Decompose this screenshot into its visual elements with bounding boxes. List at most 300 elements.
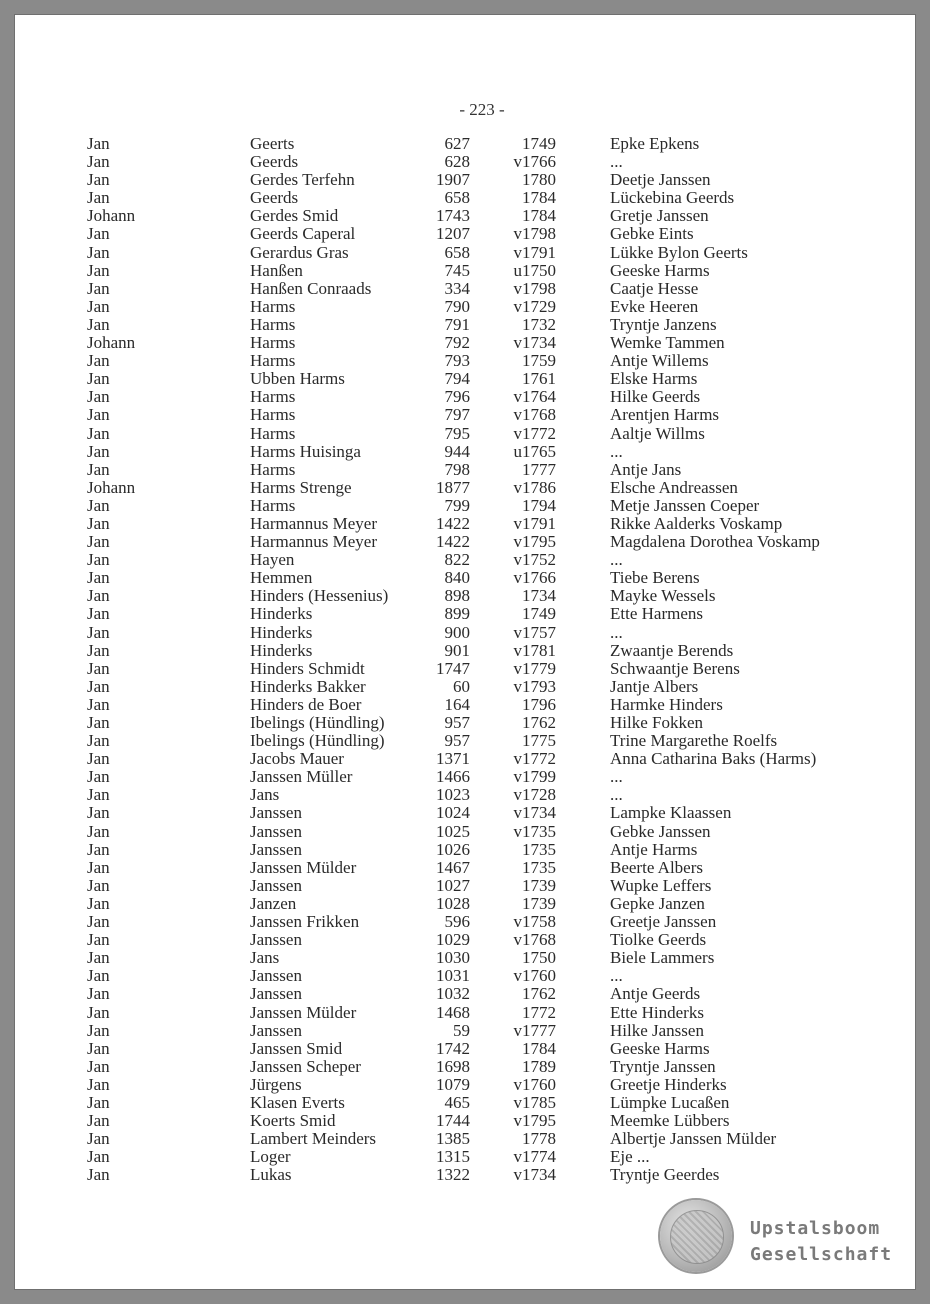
- surname: Harms: [250, 296, 296, 316]
- list-item: [14, 225, 916, 243]
- marriage-year: v1734: [513, 1165, 556, 1185]
- marriage-year: 1749: [522, 604, 556, 624]
- surname: Harms: [250, 351, 296, 371]
- marriage-year: v1766: [513, 152, 556, 172]
- surname: Harms Huisinga: [250, 441, 361, 461]
- entry-number: 793: [444, 351, 470, 371]
- marriage-year: u1750: [513, 260, 556, 280]
- entry-number: 957: [444, 713, 470, 732]
- entry-number: 795: [444, 423, 470, 443]
- list-item: [14, 370, 916, 388]
- marriage-year: v1757: [513, 622, 556, 642]
- entry-number: 1744: [436, 1111, 470, 1131]
- surname: Janssen Müller: [250, 767, 353, 787]
- spouse-name: Hilke Geerds: [610, 387, 701, 407]
- surname: Geerds: [250, 188, 299, 208]
- marriage-year: v1768: [513, 930, 556, 950]
- surname: Hanßen Conraads: [250, 278, 372, 298]
- spouse-name: Hilke Janssen: [610, 1020, 704, 1040]
- list-item: [14, 732, 916, 750]
- list-item: [14, 624, 916, 642]
- marriage-year: 1734: [522, 586, 556, 606]
- marriage-year: 1761: [522, 369, 556, 389]
- first-name: Jan: [87, 604, 110, 624]
- spouse-name: Ette Hinderks: [610, 1002, 704, 1022]
- list-item: [14, 1166, 916, 1184]
- spouse-name: ...: [610, 550, 623, 570]
- entry-number: 1029: [436, 930, 470, 950]
- entry-number: 1467: [436, 857, 470, 877]
- entry-number: 799: [444, 495, 470, 515]
- first-name: Jan: [87, 242, 110, 262]
- first-name: Jan: [87, 676, 110, 696]
- spouse-name: Elsche Andreassen: [610, 477, 738, 497]
- entry-number: 164: [444, 694, 470, 714]
- entry-number: 1422: [436, 532, 470, 552]
- surname: Harmannus Meyer: [250, 532, 377, 552]
- entry-number: 957: [444, 731, 470, 751]
- register-list: [14, 135, 916, 1184]
- first-name: Jan: [87, 586, 110, 606]
- entry-number: 792: [444, 333, 470, 353]
- marriage-year: u1765: [513, 441, 556, 461]
- marriage-year: 1784: [522, 206, 556, 226]
- spouse-name: Tryntje Geerdes: [610, 1165, 720, 1185]
- surname: Lukas: [250, 1165, 292, 1185]
- spouse-name: Antje Willems: [610, 351, 709, 371]
- marriage-year: 1778: [522, 1129, 556, 1149]
- marriage-year: v1764: [513, 387, 556, 407]
- list-item: [14, 895, 916, 913]
- spouse-name: Deetje Janssen: [610, 170, 711, 190]
- surname: Janssen: [250, 966, 302, 986]
- entry-number: 797: [444, 405, 470, 425]
- marriage-year: v1799: [513, 767, 556, 787]
- document-page: [14, 14, 916, 1290]
- list-item: [14, 1058, 916, 1076]
- surname: Harms: [250, 333, 296, 353]
- surname: Hayen: [250, 550, 295, 570]
- entry-number: 1025: [436, 821, 470, 841]
- entry-number: 1385: [436, 1129, 470, 1149]
- list-item: [14, 1130, 916, 1148]
- marriage-year: v1772: [513, 423, 556, 443]
- brand-line-2: Gesellschaft: [750, 1244, 893, 1265]
- list-item: [14, 153, 916, 171]
- first-name: Jan: [87, 1056, 110, 1076]
- marriage-year: v1779: [513, 658, 556, 678]
- entry-number: 1322: [436, 1165, 470, 1185]
- first-name: Jan: [87, 260, 110, 280]
- first-name: Jan: [87, 785, 110, 805]
- surname: Klasen Everts: [250, 1092, 345, 1112]
- seal-emblem: [670, 1210, 724, 1264]
- list-item: [14, 244, 916, 262]
- list-item: [14, 985, 916, 1003]
- entry-number: 1907: [436, 170, 470, 190]
- spouse-name: Gebke Janssen: [610, 821, 711, 841]
- marriage-year: v1728: [513, 785, 556, 805]
- marriage-year: 1735: [522, 857, 556, 877]
- list-item: [14, 533, 916, 551]
- entry-number: 60: [453, 676, 470, 696]
- spouse-name: Schwaantje Berens: [610, 658, 740, 678]
- surname: Harms: [250, 387, 296, 407]
- surname: Hemmen: [250, 568, 313, 588]
- first-name: Johann: [87, 333, 136, 353]
- first-name: Jan: [87, 1074, 110, 1094]
- spouse-name: Hilke Fokken: [610, 713, 704, 732]
- marriage-year: v1798: [513, 224, 556, 244]
- spouse-name: ...: [610, 152, 623, 172]
- entry-number: 900: [444, 622, 470, 642]
- surname: Jacobs Mauer: [250, 749, 344, 769]
- list-item: [14, 171, 916, 189]
- entry-number: 59: [453, 1020, 470, 1040]
- entry-number: 791: [444, 314, 470, 334]
- surname: Janssen: [250, 1020, 302, 1040]
- spouse-name: Tryntje Janzens: [610, 314, 717, 334]
- spouse-name: Jantje Albers: [610, 676, 699, 696]
- first-name: Jan: [87, 1038, 110, 1058]
- marriage-year: v1791: [513, 242, 556, 262]
- spouse-name: Caatje Hesse: [610, 278, 699, 298]
- entry-number: 822: [444, 550, 470, 570]
- list-item: [14, 280, 916, 298]
- spouse-name: Metje Janssen Coeper: [610, 495, 760, 515]
- entry-number: 1024: [436, 803, 470, 823]
- entry-number: 596: [444, 912, 470, 932]
- first-name: Jan: [87, 224, 110, 244]
- entry-number: 1698: [436, 1056, 470, 1076]
- first-name: Johann: [87, 206, 136, 226]
- list-item: [14, 1148, 916, 1166]
- entry-number: 745: [444, 260, 470, 280]
- marriage-year: 1739: [522, 893, 556, 913]
- surname: Gerdes Smid: [250, 206, 339, 226]
- marriage-year: v1786: [513, 477, 556, 497]
- surname: Janssen Scheper: [250, 1056, 361, 1076]
- entry-number: 790: [444, 296, 470, 316]
- spouse-name: Gepke Janzen: [610, 893, 705, 913]
- first-name: Jan: [87, 1111, 110, 1131]
- first-name: Jan: [87, 1129, 110, 1149]
- list-item: [14, 859, 916, 877]
- marriage-year: 1732: [522, 314, 556, 334]
- first-name: Jan: [87, 731, 110, 751]
- first-name: Jan: [87, 532, 110, 552]
- surname: Janssen Mülder: [250, 857, 357, 877]
- surname: Hinderks: [250, 604, 313, 624]
- first-name: Jan: [87, 749, 110, 769]
- list-item: [14, 497, 916, 515]
- entry-number: 1371: [436, 749, 470, 769]
- marriage-year: v1734: [513, 803, 556, 823]
- spouse-name: Geeske Harms: [610, 1038, 710, 1058]
- first-name: Jan: [87, 369, 110, 389]
- marriage-year: v1735: [513, 821, 556, 841]
- surname: Harms: [250, 459, 296, 479]
- spouse-name: Epke Epkens: [610, 134, 700, 153]
- list-item: [14, 605, 916, 623]
- entry-number: 1023: [436, 785, 470, 805]
- spouse-name: Zwaantje Berends: [610, 640, 734, 660]
- list-item: [14, 877, 916, 895]
- marriage-year: 1772: [522, 1002, 556, 1022]
- spouse-name: Ette Harmens: [610, 604, 703, 624]
- spouse-name: Meemke Lübbers: [610, 1111, 730, 1131]
- spouse-name: Elske Harms: [610, 369, 698, 389]
- first-name: Jan: [87, 1165, 110, 1185]
- spouse-name: ...: [610, 622, 623, 642]
- spouse-name: ...: [610, 767, 623, 787]
- first-name: Jan: [87, 314, 110, 334]
- spouse-name: Wemke Tammen: [610, 333, 725, 353]
- spouse-name: Beerte Albers: [610, 857, 703, 877]
- first-name: Jan: [87, 658, 110, 678]
- list-item: [14, 714, 916, 732]
- marriage-year: v1774: [513, 1147, 556, 1167]
- list-item: [14, 1094, 916, 1112]
- spouse-name: Tryntje Janssen: [610, 1056, 716, 1076]
- spouse-name: Gebke Eints: [610, 224, 694, 244]
- marriage-year: v1793: [513, 676, 556, 696]
- spouse-name: Rikke Aalderks Voskamp: [610, 513, 783, 533]
- entry-number: 794: [444, 369, 470, 389]
- first-name: Jan: [87, 839, 110, 859]
- spouse-name: Greetje Hinderks: [610, 1074, 727, 1094]
- surname: Hanßen: [250, 260, 303, 280]
- spouse-name: Lampke Klaassen: [610, 803, 732, 823]
- first-name: Jan: [87, 351, 110, 371]
- first-name: Jan: [87, 296, 110, 316]
- list-item: [14, 841, 916, 859]
- marriage-year: v1798: [513, 278, 556, 298]
- entry-number: 796: [444, 387, 470, 407]
- list-item: [14, 135, 916, 153]
- marriage-year: 1735: [522, 839, 556, 859]
- surname: Janssen Frikken: [250, 912, 360, 932]
- brand-logo: [750, 1216, 892, 1268]
- list-item: [14, 750, 916, 768]
- first-name: Johann: [87, 477, 136, 497]
- first-name: Jan: [87, 387, 110, 407]
- first-name: Jan: [87, 170, 110, 190]
- first-name: Jan: [87, 984, 110, 1004]
- first-name: Jan: [87, 441, 110, 461]
- spouse-name: Albertje Janssen Mülder: [610, 1129, 777, 1149]
- surname: Loger: [250, 1147, 291, 1167]
- list-item: [14, 262, 916, 280]
- list-item: [14, 587, 916, 605]
- marriage-year: v1734: [513, 333, 556, 353]
- list-item: [14, 388, 916, 406]
- list-item: [14, 786, 916, 804]
- list-item: [14, 1076, 916, 1094]
- entry-number: 628: [444, 152, 470, 172]
- first-name: Jan: [87, 550, 110, 570]
- marriage-year: 1759: [522, 351, 556, 371]
- marriage-year: 1750: [522, 948, 556, 968]
- entry-number: 1742: [436, 1038, 470, 1058]
- first-name: Jan: [87, 713, 110, 732]
- first-name: Jan: [87, 966, 110, 986]
- first-name: Jan: [87, 188, 110, 208]
- spouse-name: Magdalena Dorothea Voskamp: [610, 532, 820, 552]
- first-name: Jan: [87, 1147, 110, 1167]
- list-item: [14, 913, 916, 931]
- seal-logo: [660, 1200, 732, 1272]
- marriage-year: v1768: [513, 405, 556, 425]
- surname: Ibelings (Hündling): [250, 731, 385, 751]
- list-item: [14, 823, 916, 841]
- surname: Hinderks: [250, 622, 313, 642]
- list-item: [14, 479, 916, 497]
- marriage-year: 1784: [522, 188, 556, 208]
- surname: Ibelings (Hündling): [250, 713, 385, 732]
- surname: Janssen: [250, 821, 302, 841]
- list-item: [14, 207, 916, 225]
- list-item: [14, 515, 916, 533]
- surname: Harms: [250, 405, 296, 425]
- entry-number: 1027: [436, 875, 470, 895]
- spouse-name: Lümpke Lucaßen: [610, 1092, 730, 1112]
- surname: Geerds: [250, 152, 299, 172]
- entry-number: 1422: [436, 513, 470, 533]
- spouse-name: Harmke Hinders: [610, 694, 723, 714]
- surname: Harms: [250, 423, 296, 443]
- marriage-year: 1796: [522, 694, 556, 714]
- surname: Jans: [250, 948, 280, 968]
- surname: Jürgens: [250, 1074, 302, 1094]
- spouse-name: Tiolke Geerds: [610, 930, 707, 950]
- first-name: Jan: [87, 948, 110, 968]
- marriage-year: 1794: [522, 495, 556, 515]
- entry-number: 658: [444, 188, 470, 208]
- spouse-name: ...: [610, 966, 623, 986]
- surname: Hinderks Bakker: [250, 676, 366, 696]
- list-item: [14, 316, 916, 334]
- spouse-name: ...: [610, 441, 623, 461]
- surname: Ubben Harms: [250, 369, 345, 389]
- surname: Jans: [250, 785, 280, 805]
- entry-number: 901: [444, 640, 470, 660]
- list-item: [14, 768, 916, 786]
- surname: Janssen Mülder: [250, 1002, 357, 1022]
- first-name: Jan: [87, 694, 110, 714]
- first-name: Jan: [87, 1002, 110, 1022]
- list-item: [14, 189, 916, 207]
- list-item: [14, 1004, 916, 1022]
- spouse-name: Evke Heeren: [610, 296, 699, 316]
- spouse-name: Wupke Leffers: [610, 875, 712, 895]
- spouse-name: ...: [610, 785, 623, 805]
- marriage-year: 1780: [522, 170, 556, 190]
- list-item: [14, 949, 916, 967]
- marriage-year: v1758: [513, 912, 556, 932]
- surname: Hinders (Hessenius): [250, 586, 389, 606]
- marriage-year: 1749: [522, 134, 556, 153]
- entry-number: 1315: [436, 1147, 470, 1167]
- surname: Hinders de Boer: [250, 694, 362, 714]
- surname: Janssen: [250, 984, 302, 1004]
- first-name: Jan: [87, 857, 110, 877]
- surname: Gerdes Terfehn: [250, 170, 355, 190]
- list-item: [14, 352, 916, 370]
- entry-number: 1747: [436, 658, 470, 678]
- marriage-year: 1775: [522, 731, 556, 751]
- list-item: [14, 334, 916, 352]
- first-name: Jan: [87, 568, 110, 588]
- entry-number: 899: [444, 604, 470, 624]
- marriage-year: v1760: [513, 966, 556, 986]
- list-item: [14, 967, 916, 985]
- entry-number: 1468: [436, 1002, 470, 1022]
- entry-number: 1466: [436, 767, 470, 787]
- entry-number: 1207: [436, 224, 470, 244]
- surname: Hinders Schmidt: [250, 658, 365, 678]
- first-name: Jan: [87, 423, 110, 443]
- marriage-year: 1777: [522, 459, 556, 479]
- first-name: Jan: [87, 803, 110, 823]
- entry-number: 627: [444, 134, 470, 153]
- entry-number: 944: [444, 441, 470, 461]
- marriage-year: 1789: [522, 1056, 556, 1076]
- first-name: Jan: [87, 134, 110, 153]
- entry-number: 1031: [436, 966, 470, 986]
- spouse-name: Biele Lammers: [610, 948, 715, 968]
- surname: Geerds Caperal: [250, 224, 356, 244]
- first-name: Jan: [87, 1092, 110, 1112]
- entry-number: 1028: [436, 893, 470, 913]
- list-item: [14, 660, 916, 678]
- first-name: Jan: [87, 622, 110, 642]
- marriage-year: v1760: [513, 1074, 556, 1094]
- first-name: Jan: [87, 1020, 110, 1040]
- first-name: Jan: [87, 912, 110, 932]
- first-name: Jan: [87, 875, 110, 895]
- entry-number: 465: [444, 1092, 470, 1112]
- list-item: [14, 1040, 916, 1058]
- surname: Harms Strenge: [250, 477, 352, 497]
- surname: Janssen Smid: [250, 1038, 343, 1058]
- entry-number: 1026: [436, 839, 470, 859]
- first-name: Jan: [87, 893, 110, 913]
- surname: Gerardus Gras: [250, 242, 349, 262]
- spouse-name: Antje Jans: [610, 459, 682, 479]
- spouse-name: Greetje Janssen: [610, 912, 717, 932]
- marriage-year: v1772: [513, 749, 556, 769]
- first-name: Jan: [87, 640, 110, 660]
- page-number: - 223 -: [459, 100, 505, 119]
- surname: Koerts Smid: [250, 1111, 336, 1131]
- list-item: [14, 298, 916, 316]
- spouse-name: Trine Margarethe Roelfs: [610, 731, 778, 751]
- entry-number: 334: [444, 278, 470, 298]
- marriage-year: 1784: [522, 1038, 556, 1058]
- first-name: Jan: [87, 278, 110, 298]
- list-item: [14, 569, 916, 587]
- spouse-name: Arentjen Harms: [610, 405, 720, 425]
- surname: Janssen: [250, 803, 302, 823]
- entry-number: 1030: [436, 948, 470, 968]
- list-item: [14, 425, 916, 443]
- marriage-year: v1752: [513, 550, 556, 570]
- marriage-year: v1781: [513, 640, 556, 660]
- list-item: [14, 804, 916, 822]
- spouse-name: Geeske Harms: [610, 260, 710, 280]
- spouse-name: Mayke Wessels: [610, 586, 716, 606]
